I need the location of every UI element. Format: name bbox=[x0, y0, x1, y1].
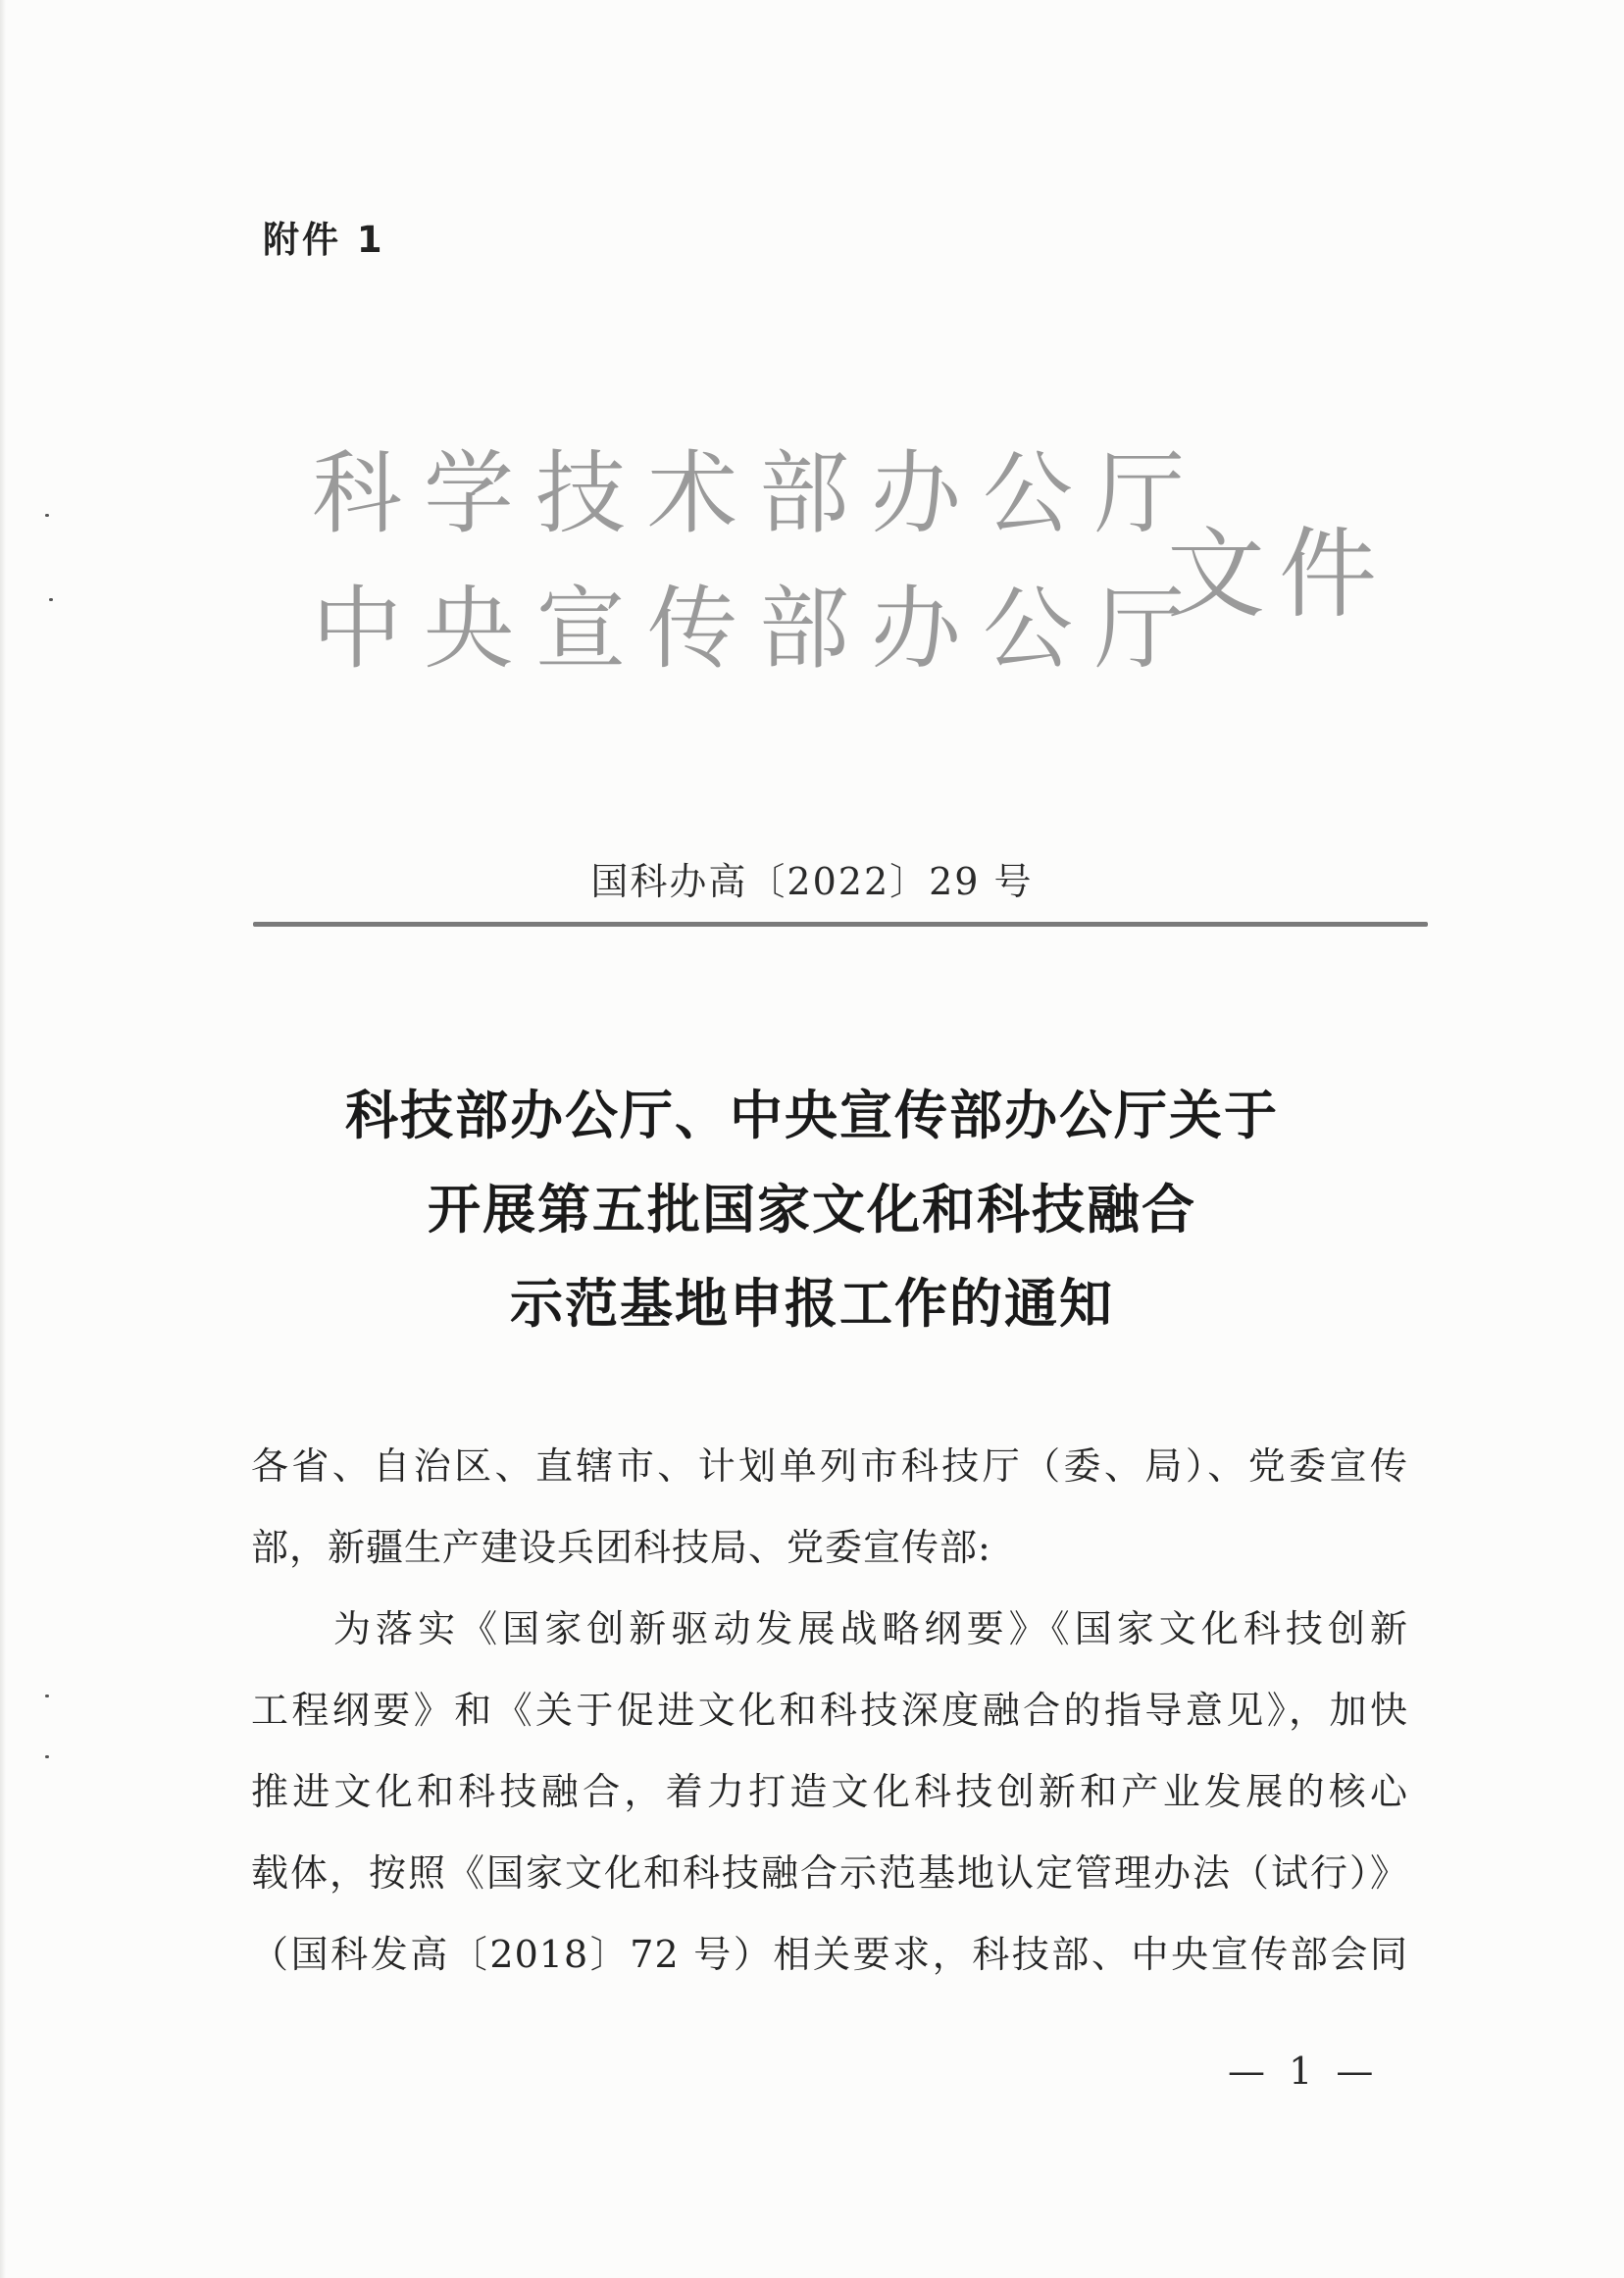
attachment-label: 附件 1 bbox=[263, 219, 385, 261]
issuer-header bbox=[312, 441, 1391, 714]
title-line: 开展第五批国家文化和科技融合 bbox=[428, 1179, 1196, 1240]
title-line: 示范基地申报工作的通知 bbox=[510, 1273, 1114, 1335]
document-title bbox=[0, 1069, 1624, 1351]
body-line: 工程纲要》和《关于促进文化和科技深度融合的指导意见》，加快 bbox=[251, 1689, 1408, 1732]
issuer-line-2: 中央宣传部办公厅 bbox=[312, 577, 1207, 682]
header-divider bbox=[253, 922, 1428, 927]
scan-speck bbox=[45, 1755, 49, 1758]
body-text bbox=[251, 1426, 1408, 1996]
body-line: 部，新疆生产建设兵团科技局、党委宣传部: bbox=[251, 1526, 991, 1569]
body-line: （国科发高〔2018〕72 号）相关要求，科技部、中央宣传部会同 bbox=[251, 1933, 1408, 1976]
issuer-line-1: 科学技术部办公厅 bbox=[312, 441, 1207, 546]
issuer-suffix: 文件 bbox=[1167, 517, 1391, 632]
title-line: 科技部办公厅、中央宣传部办公厅关于 bbox=[345, 1085, 1279, 1146]
body-line: 各省、自治区、直辖市、计划单列市科技厅（委、局）、党委宣传 bbox=[251, 1444, 1408, 1488]
page-number: — 1 — bbox=[1228, 2050, 1380, 2093]
body-line: 载体，按照《国家文化和科技融合示范基地认定管理办法（试行）》 bbox=[251, 1851, 1408, 1895]
scan-speck bbox=[45, 514, 49, 517]
body-line: 为落实《国家创新驱动发展战略纲要》《国家文化科技创新 bbox=[333, 1607, 1408, 1650]
scan-speck bbox=[45, 1695, 49, 1697]
scan-speck bbox=[49, 598, 53, 601]
body-line: 推进文化和科技融合，着力打造文化科技创新和产业发展的核心 bbox=[251, 1770, 1408, 1813]
document-number: 国科办高〔2022〕29 号 bbox=[590, 860, 1034, 903]
